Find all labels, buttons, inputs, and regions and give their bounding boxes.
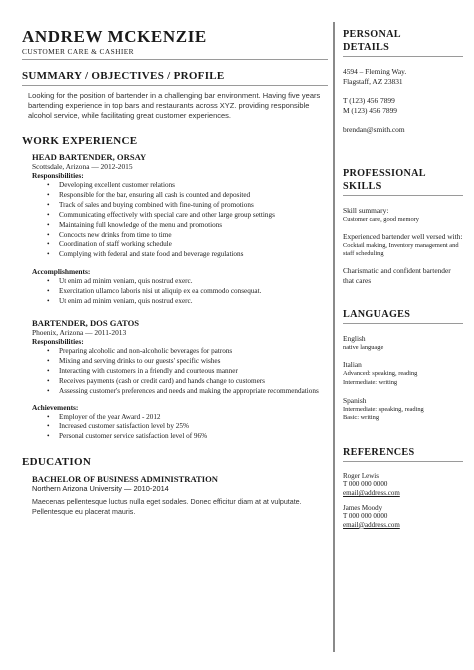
summary-text: Looking for the position of bartender in a challenging bar environment. Having five years bartending experience in top bars and restaurants across XYZ. providing responsible alcohol service, while facilitating great customer experiences.	[28, 91, 321, 120]
list-item: • Receives payments (cash or credit card) and hands change to customers	[47, 377, 328, 387]
reference-name: James Moody	[343, 503, 383, 512]
list-item: • Employer of the year Award - 2012	[47, 413, 328, 423]
language-level: Advanced: speaking, reading	[343, 370, 418, 378]
school-name: Northern Arizona University — 2010-2014	[32, 484, 169, 494]
list-item: • Ut enim ad minim veniam, quis nostrud exerc.	[47, 277, 328, 287]
skill-title: Experienced bartender well versed with:	[343, 231, 463, 241]
skill-title: Skill summary:	[343, 206, 389, 215]
references-heading: REFERENCES	[343, 446, 415, 458]
side-column	[343, 28, 463, 529]
list-item: • Coordination of staff working schedule	[47, 240, 328, 250]
header-rule	[22, 59, 328, 60]
personal-rule	[343, 56, 463, 57]
language-name: Spanish	[343, 395, 367, 405]
references-rule	[343, 461, 463, 462]
responsibilities-list	[32, 181, 328, 260]
list-item: • Personal customer service satisfaction level of 96%	[47, 432, 328, 442]
list-item: • Communicating effectively with special care and other large group settings	[47, 211, 328, 221]
list-item: • Developing excellent customer relations	[47, 181, 328, 191]
personal-heading-line1: PERSONAL	[343, 29, 401, 40]
language-name: English	[343, 333, 366, 343]
skills-heading	[343, 167, 463, 193]
address-line1: 4594 – Fleming Way.	[343, 67, 407, 76]
accomplishments-heading: Accomplishments:	[32, 267, 91, 277]
job-location: Phoenix, Arizona — 2011-2013	[32, 327, 127, 337]
skill-title: Charismatic and confident bartender that cares	[343, 265, 451, 285]
job-entry	[32, 152, 328, 307]
degree-title: BACHELOR OF BUSINESS ADMINISTRATION	[32, 474, 218, 485]
reference-name: Roger Lewis	[343, 471, 379, 480]
education-heading: EDUCATION	[22, 456, 92, 469]
reference-phone: T 000 000 0000	[343, 480, 388, 489]
list-item: • Exercitation ullamco laboris nisi ut aliquip ex ea commodo consequat.	[47, 287, 328, 297]
job-entry	[32, 318, 328, 442]
skill-detail: Customer care, good memory	[343, 216, 419, 223]
job-title: HEAD BARTENDER, ORSAY	[32, 152, 147, 162]
job-location: Scottsdale, Arizona — 2012-2015	[32, 162, 133, 171]
responsibilities-heading: Responsibilities:	[32, 336, 84, 346]
list-item: • Concocts new drinks from time to time	[47, 231, 328, 241]
reference-email[interactable]: email@address.com	[343, 520, 400, 529]
list-item: • Ut enim ad minim veniam, quis nostrud exerc.	[47, 297, 328, 307]
list-item: • Preparing alcoholic and non-alcoholic beverages for patrons	[47, 347, 328, 357]
achievements-heading: Achievements:	[32, 402, 79, 412]
skills-heading-line1: PROFESSIONAL	[343, 168, 426, 179]
responsibilities-list	[32, 347, 328, 397]
list-item: • Complying with federal and state food and beverage regulations	[47, 250, 328, 260]
personal-heading	[343, 28, 463, 54]
summary-heading: SUMMARY / OBJECTIVES / PROFILE	[22, 70, 225, 82]
skills-heading-line2: SKILLS	[343, 181, 382, 192]
language-name: Italian	[343, 360, 362, 370]
list-item: • Maintaining full knowledge of the menu and promotions	[47, 221, 328, 231]
email-address[interactable]: brendan@smith.com	[343, 125, 405, 134]
candidate-name: ANDREW MCKENZIE	[22, 27, 207, 46]
list-item: • Assessing customer's preferences and needs and making the appropriate recommendations	[47, 387, 328, 397]
phone-number: T (123) 456 7899	[343, 96, 395, 105]
language-level: Intermediate: speaking, reading	[343, 405, 424, 413]
accomplishments-list	[32, 277, 328, 307]
column-divider	[333, 22, 335, 652]
languages-heading: LANGUAGES	[343, 308, 411, 320]
personal-heading-line2: DETAILS	[343, 42, 390, 53]
education-entry	[32, 474, 328, 494]
list-item: • Increased customer satisfaction level by 25%	[47, 422, 328, 432]
list-item: • Interacting with customers in a friendly and courteous manner	[47, 367, 328, 377]
language-level: Intermediate: writing	[343, 378, 398, 386]
list-item: • Responsible for the bar, ensuring all cash is counted and deposited	[47, 191, 328, 201]
job-title: BARTENDER, DOS GATOS	[32, 317, 140, 328]
skills-rule	[343, 195, 463, 196]
achievements-list	[32, 413, 328, 443]
education-description: Maecenas pellentesque luctus nulla eget sodales. Donec efficitur diam at at vulputate. Pellentesque eu placerat mauris.	[32, 498, 302, 516]
mobile-number: M (123) 456 7899	[343, 106, 397, 115]
main-column	[22, 28, 328, 517]
languages-rule	[343, 323, 463, 324]
list-item: • Track of sales and buying combined with fine-tuning of promotions	[47, 201, 328, 211]
address-line2: Flagstaff, AZ 23831	[343, 77, 403, 86]
language-level: native language	[343, 343, 384, 351]
reference-phone: T 000 000 0000	[343, 512, 388, 521]
language-level: Basic: writing	[343, 414, 380, 422]
summary-rule	[22, 85, 328, 86]
responsibilities-heading: Responsibilities:	[32, 171, 84, 180]
reference-email[interactable]: email@address.com	[343, 488, 400, 497]
skill-detail: Cocktail making, Inventory management and staff scheduling	[343, 241, 459, 258]
list-item: • Mixing and serving drinks to our guests' specific wishes	[47, 357, 328, 367]
candidate-subtitle: CUSTOMER CARE & CASHIER	[22, 47, 134, 56]
experience-heading: WORK EXPERIENCE	[22, 135, 138, 147]
